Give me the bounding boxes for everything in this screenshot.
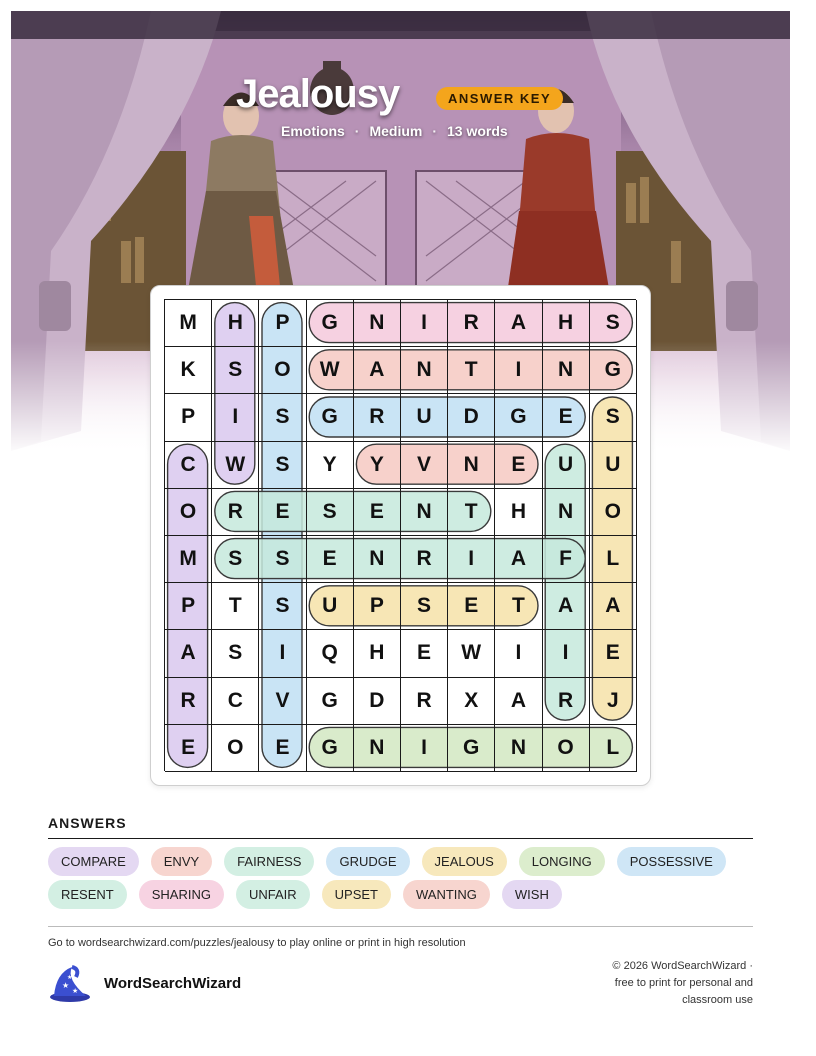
answer-chip-sharing: SHARING	[139, 880, 224, 909]
wizard-hat-icon	[46, 963, 92, 1003]
grid-cell: I	[543, 630, 590, 677]
answer-chip-compare: COMPARE	[48, 847, 139, 876]
grid-cell: M	[165, 300, 212, 347]
grid-cell: T	[495, 583, 542, 630]
grid-cell: R	[448, 300, 495, 347]
grid-cell: X	[448, 678, 495, 725]
grid-cell: A	[354, 347, 401, 394]
word-count-label: 13 words	[447, 123, 508, 139]
grid-cell: D	[448, 394, 495, 441]
grid-cell: G	[590, 347, 637, 394]
grid-cell: S	[259, 394, 306, 441]
grid-cell: H	[543, 300, 590, 347]
grid-cell: N	[543, 489, 590, 536]
grid-cell: S	[212, 630, 259, 677]
grid-cell: A	[590, 583, 637, 630]
grid-cell: J	[590, 678, 637, 725]
brand-name: WordSearchWizard	[104, 974, 242, 992]
grid-cell: N	[495, 725, 542, 772]
answer-key-badge: ANSWER KEY	[436, 87, 563, 110]
grid-cell: N	[401, 489, 448, 536]
grid-cell: H	[495, 489, 542, 536]
grid-cell: P	[354, 583, 401, 630]
copyright-line: free to print for personal and	[614, 977, 753, 989]
grid-cell: E	[354, 489, 401, 536]
grid-cell: S	[401, 583, 448, 630]
grid-cell: G	[448, 725, 495, 772]
grid-cell: S	[590, 394, 637, 441]
grid-cell: L	[590, 536, 637, 583]
answer-chip-upset: UPSET	[322, 880, 391, 909]
grid-cell: C	[165, 442, 212, 489]
grid-cell: H	[212, 300, 259, 347]
answer-chip-envy: ENVY	[151, 847, 212, 876]
grid-cell: S	[259, 583, 306, 630]
grid-cell: I	[495, 347, 542, 394]
grid-cell: R	[165, 678, 212, 725]
grid-cell: D	[354, 678, 401, 725]
grid-cell: S	[259, 442, 306, 489]
grid-cell: C	[212, 678, 259, 725]
grid-cell: W	[212, 442, 259, 489]
grid-cell: I	[259, 630, 306, 677]
grid-cell: E	[590, 630, 637, 677]
grid-cell: G	[307, 394, 354, 441]
grid-cell: F	[543, 536, 590, 583]
answers-heading: ANSWERS	[48, 815, 127, 831]
grid-cell: O	[259, 347, 306, 394]
meta-separator: ·	[354, 123, 360, 139]
grid-cell: N	[401, 347, 448, 394]
grid-cell: Q	[307, 630, 354, 677]
grid-cell: V	[259, 678, 306, 725]
grid-cell: R	[401, 678, 448, 725]
grid-cell: O	[212, 725, 259, 772]
grid-cell: O	[543, 725, 590, 772]
answer-list	[48, 847, 753, 909]
theme-label: Emotions	[281, 123, 345, 139]
grid-cell: O	[590, 489, 637, 536]
svg-text:★: ★	[72, 987, 79, 995]
grid-cell: E	[259, 725, 306, 772]
grid-cell: G	[307, 725, 354, 772]
grid-cell: H	[354, 630, 401, 677]
answer-chip-resent: RESENT	[48, 880, 127, 909]
grid-cell: I	[401, 725, 448, 772]
grid-cell: I	[495, 630, 542, 677]
answer-chip-grudge: GRUDGE	[326, 847, 409, 876]
answer-chip-unfair: UNFAIR	[236, 880, 310, 909]
grid-cell: E	[543, 394, 590, 441]
grid-cell: I	[212, 394, 259, 441]
grid-cell: K	[165, 347, 212, 394]
grid-cell: U	[401, 394, 448, 441]
grid-cell: S	[212, 347, 259, 394]
grid-cell: S	[590, 300, 637, 347]
grid-cell: I	[448, 536, 495, 583]
grid-cell: T	[448, 347, 495, 394]
grid-cell: Y	[307, 442, 354, 489]
grid-cell: T	[212, 583, 259, 630]
grid-cell: E	[448, 583, 495, 630]
grid-cell: N	[543, 347, 590, 394]
grid-cell: G	[307, 300, 354, 347]
answer-chip-wish: WISH	[502, 880, 562, 909]
grid-cell: E	[259, 489, 306, 536]
grid-cell: N	[448, 442, 495, 489]
difficulty-label: Medium	[369, 123, 423, 139]
grid-cell: L	[590, 725, 637, 772]
grid-cell: P	[259, 300, 306, 347]
answer-chip-wanting: WANTING	[403, 880, 490, 909]
answer-chip-jealous: JEALOUS	[422, 847, 507, 876]
answer-chip-longing: LONGING	[519, 847, 605, 876]
grid-cell: N	[354, 536, 401, 583]
grid-cell: N	[354, 725, 401, 772]
grid-cell: E	[165, 725, 212, 772]
puzzle-meta	[281, 123, 508, 139]
grid-cell: Y	[354, 442, 401, 489]
grid-cell: P	[165, 394, 212, 441]
grid-cell: U	[590, 442, 637, 489]
grid-cell: G	[307, 678, 354, 725]
svg-text:★: ★	[62, 981, 70, 990]
grid-cell: M	[165, 536, 212, 583]
grid-cell: R	[401, 536, 448, 583]
grid-cell: A	[543, 583, 590, 630]
grid-cell: O	[165, 489, 212, 536]
meta-separator: ·	[432, 123, 438, 139]
letter-grid	[164, 299, 636, 771]
grid-cell: A	[495, 536, 542, 583]
grid-cell: E	[401, 630, 448, 677]
page-title: Jealousy	[236, 72, 400, 116]
grid-cell: U	[307, 583, 354, 630]
grid-cell: N	[354, 300, 401, 347]
grid-cell: R	[354, 394, 401, 441]
grid-cell: R	[543, 678, 590, 725]
grid-cell: E	[307, 536, 354, 583]
grid-cell: A	[165, 630, 212, 677]
brand	[46, 963, 241, 1003]
grid-cell: E	[495, 442, 542, 489]
grid-cell: V	[401, 442, 448, 489]
grid-cells	[164, 299, 636, 771]
svg-text:★: ★	[67, 974, 73, 981]
grid-cell: W	[307, 347, 354, 394]
grid-cell: P	[165, 583, 212, 630]
grid-cell: R	[212, 489, 259, 536]
play-online-note: Go to wordsearchwizard.com/puzzles/jealousy to play online or print in high resolution	[48, 937, 466, 949]
grid-cell: S	[259, 536, 306, 583]
answer-chip-possessive: POSSESSIVE	[617, 847, 726, 876]
grid-cell: S	[212, 536, 259, 583]
grid-cell: G	[495, 394, 542, 441]
grid-cell: T	[448, 489, 495, 536]
copyright-line: © 2026 WordSearchWizard ·	[612, 960, 753, 972]
divider	[48, 926, 753, 927]
copyright-line: classroom use	[682, 994, 753, 1006]
grid-cell: A	[495, 300, 542, 347]
grid-cell: A	[495, 678, 542, 725]
copyright-note	[563, 958, 753, 1009]
grid-cell: U	[543, 442, 590, 489]
answer-chip-fairness: FAIRNESS	[224, 847, 314, 876]
divider	[48, 838, 753, 839]
grid-cell: W	[448, 630, 495, 677]
grid-cell: S	[307, 489, 354, 536]
grid-cell: I	[401, 300, 448, 347]
